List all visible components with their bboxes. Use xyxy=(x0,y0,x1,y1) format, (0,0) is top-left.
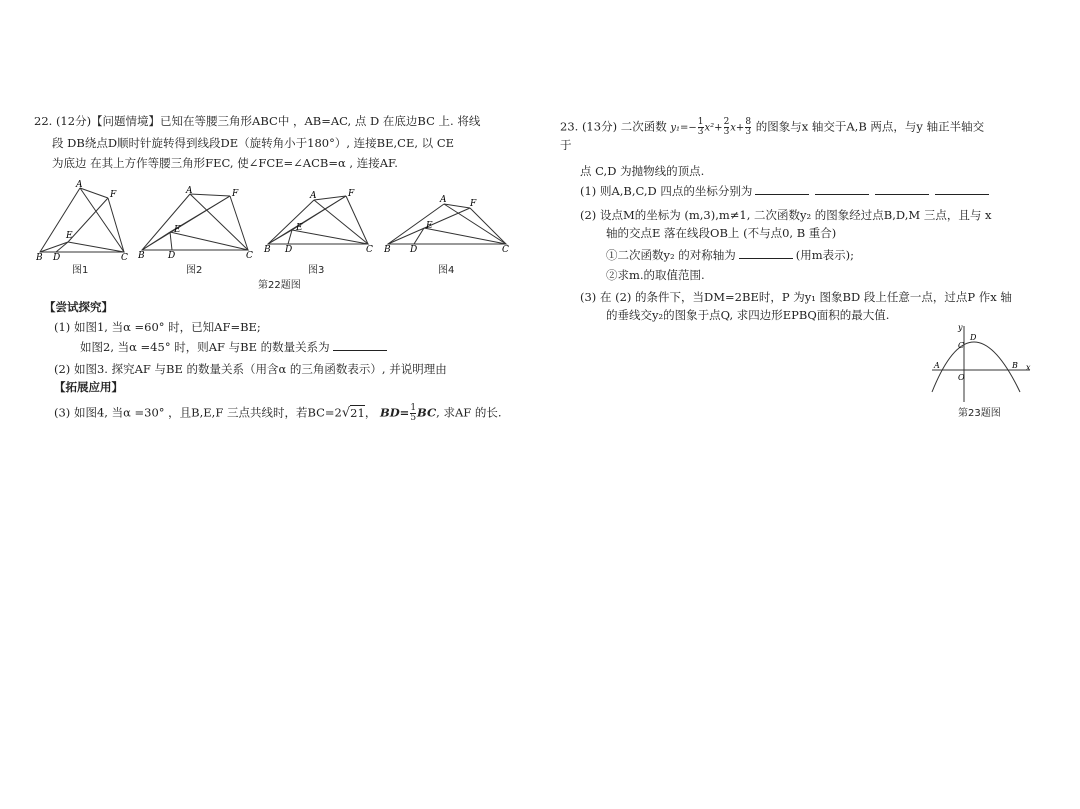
pt-e: E xyxy=(174,225,181,235)
pt-e: E xyxy=(296,223,303,233)
pt-f: F xyxy=(470,199,477,209)
function-y1: y₁=− xyxy=(670,122,697,134)
q23-part-2c-text: ①二次函数y₂ 的对称轴为 xyxy=(606,248,736,262)
q23-part-1-text: (1) 则A,B,C,D 四点的坐标分别为 xyxy=(580,184,753,198)
pt-a: A xyxy=(310,191,317,201)
q22-figure-1 xyxy=(36,180,132,260)
pt-b: B xyxy=(384,245,391,255)
pt-b: B xyxy=(264,245,271,255)
q22-figure-2 xyxy=(138,186,254,260)
term-x2: x²+ xyxy=(704,122,723,134)
fraction-2-3: $\frac{2}{3}$ xyxy=(723,117,730,137)
q23-part-2b: 轴的交点E 落在线段OB上 (不与点0, B 重合) xyxy=(606,226,837,240)
q23-line-1 xyxy=(560,118,984,137)
fig-label-4: 图4 xyxy=(438,265,455,276)
pt-a: A xyxy=(186,186,193,196)
fraction-8-3: $\frac{8}{3}$ xyxy=(745,117,752,137)
pt-f: F xyxy=(110,190,117,200)
pt-d: D xyxy=(410,245,418,255)
pt-c: C xyxy=(121,253,128,260)
q22-part-3-pre: (3) 如图4, 当α =30° ，且B,E,F 三点共线时，若BC=2 xyxy=(54,405,342,420)
q23-part-2a: (2) 设点M的坐标为 (m,3),m≠1, 二次函数y₂ 的图象经过点B,D,M 三点，且与 x xyxy=(580,208,992,222)
label-y: y xyxy=(958,323,963,332)
q22-line-1: 22. (12分)【问题情境】已知在等腰三角形ABC中 ，AB=AC, 点 D 在底边BC 上. 将线 xyxy=(34,114,481,128)
q22-figure-3 xyxy=(262,188,376,258)
term-x: x+ xyxy=(730,122,745,134)
q23-part-3b: 的垂线交y₂的图象于点Q, 求四边形EPBQ面积的最大值. xyxy=(606,308,890,322)
answer-blank-c[interactable] xyxy=(875,184,929,195)
pt-f: F xyxy=(232,189,239,199)
q23-figure-caption: 第23题图 xyxy=(958,408,1001,419)
fig-label-2: 图2 xyxy=(186,265,203,276)
q22-line-2: 段 DB绕点D顺时针旋转得到线段DE（旋转角小于180°）, 连接BE,CE, 以 CE xyxy=(52,136,455,150)
q23-line-1-post: 的图象与x 轴交于A,B 两点，与y 轴正半轴交 xyxy=(755,119,985,134)
answer-blank[interactable] xyxy=(333,340,387,351)
section-apply: 【拓展应用】 xyxy=(54,380,123,394)
parabola xyxy=(932,342,1020,392)
q22-part-3 xyxy=(54,404,502,423)
label-x: x xyxy=(1026,363,1031,372)
label-b: B xyxy=(1012,361,1018,370)
label-c: C xyxy=(958,341,965,350)
sqrt-sign: √ xyxy=(341,405,351,421)
fig-label-3: 图3 xyxy=(308,265,325,276)
pt-c: C xyxy=(366,245,373,255)
q22-part-3-post: , 求AF 的长. xyxy=(436,405,502,420)
q22-figure-4 xyxy=(384,192,512,258)
pt-a: A xyxy=(440,195,447,205)
pt-a: A xyxy=(76,180,83,190)
q23-part-1 xyxy=(580,184,992,198)
q23-line-2: 点 C,D 为抛物线的顶点. xyxy=(580,164,705,178)
section-explore: 【尝试探究】 xyxy=(44,300,113,314)
q22-figure-caption: 第22题图 xyxy=(258,280,301,291)
q23-line-1-pre: 23. (13分) 二次函数 xyxy=(560,119,667,134)
pt-e: E xyxy=(66,231,73,241)
pt-b: B xyxy=(138,251,145,260)
answer-blank-a[interactable] xyxy=(755,184,809,195)
pt-b: B xyxy=(36,253,43,260)
bc-expr: BC xyxy=(417,405,437,420)
q22-part-1b-text: 如图2, 当α =45° 时，则AF 与BE 的数量关系为 xyxy=(80,340,330,354)
pt-c: C xyxy=(246,251,253,260)
fraction-1-3: $\frac{1}{3}$ xyxy=(697,117,704,137)
q22-line-3: 为底边 在其上方作等腰三角形FEC, 使∠FCE=∠ACB=α , 连接AF. xyxy=(52,156,398,170)
q22-part-2: (2) 如图3. 探究AF 与BE 的数量关系（用含α 的三角函数表示）, 并说明理由 xyxy=(54,362,447,376)
label-a: A xyxy=(934,361,940,370)
q23-line-1-wrap: 于 xyxy=(560,138,572,152)
sqrt-radicand: 21 xyxy=(350,405,365,420)
q23-part-2c-post: (用m表示); xyxy=(795,248,855,262)
q23-part-2d: ②求m.的取值范围. xyxy=(606,268,705,282)
answer-blank-axis[interactable] xyxy=(739,248,793,259)
pt-c: C xyxy=(502,245,509,255)
q22-part-1b xyxy=(80,340,390,354)
pt-f: F xyxy=(348,189,355,199)
q22-part-3-mid: ， xyxy=(364,405,377,420)
label-d: D xyxy=(970,333,977,342)
pt-e: E xyxy=(426,221,433,231)
q23-part-3a: (3) 在 (2) 的条件下，当DM=2BE时，P 为y₁ 图象BD 段上任意一点，过点P 作x 轴 xyxy=(580,290,1012,304)
pt-d: D xyxy=(168,251,176,260)
fraction-1-5: $\frac{1}{5}$ xyxy=(410,403,417,423)
answer-blank-b[interactable] xyxy=(815,184,869,195)
fig-label-1: 图1 xyxy=(72,265,89,276)
answer-blank-d[interactable] xyxy=(935,184,989,195)
q23-graph xyxy=(928,322,1034,404)
q23-part-2c xyxy=(606,248,854,262)
pt-d: D xyxy=(53,253,61,260)
label-o: O xyxy=(958,373,965,382)
q22-part-1a: (1) 如图1, 当α =60° 时，已知AF=BE; xyxy=(54,320,261,334)
pt-d: D xyxy=(285,245,293,255)
bd-expr: BD= xyxy=(379,405,410,420)
